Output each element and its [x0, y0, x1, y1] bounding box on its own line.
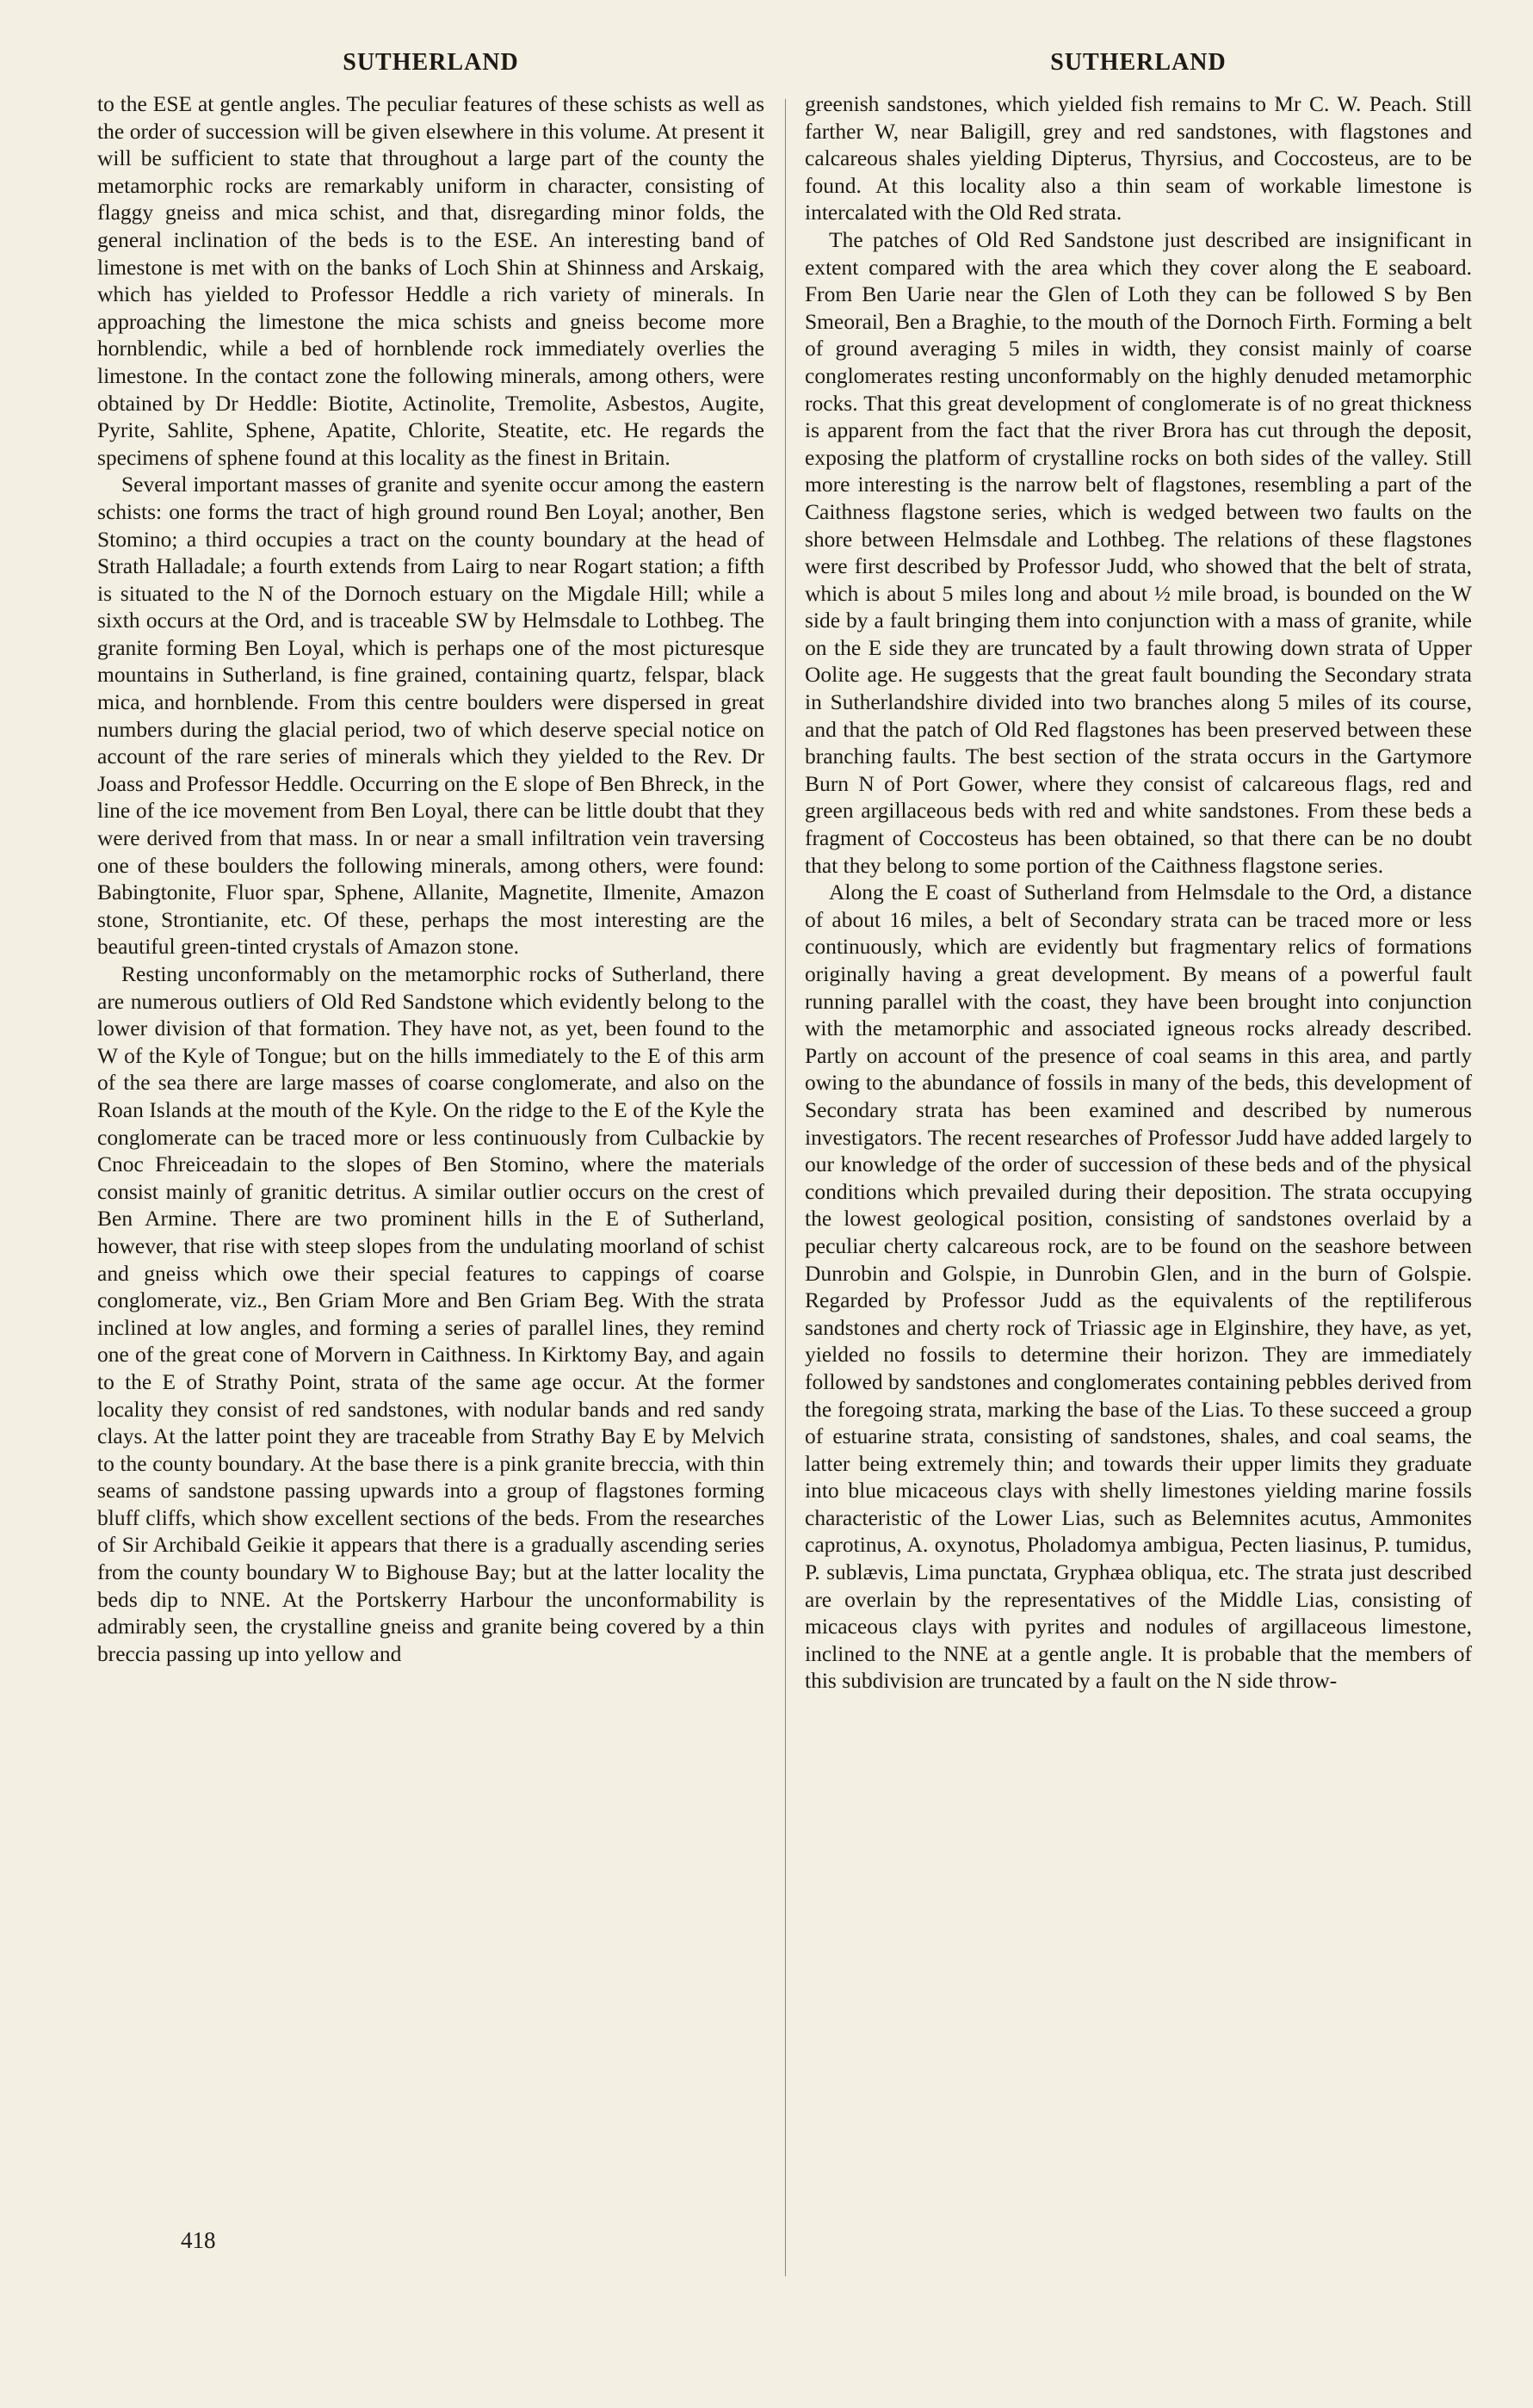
paragraph: Resting unconformably on the metamorphic rocks of Sutherland, there are numerous outliers of Old Red Sandstone which evidently belong to the lower division of that formation. They have not, as yet, been found to the W of the Kyle of Tongue; but on the hills immediately to the E of this arm of the sea there are large masses of coarse conglomerate, and also on the Roan Islands at the mouth of the Kyle. On the ridge to the E of the Kyle the conglomerate can be traced more or less continuously from Culbackie by Cnoc Fhreiceadain to the slopes of Ben Stomino, where the materials consist mainly of granitic detritus. A similar outlier occurs on the crest of Ben Armine. There are two prominent hills in the E of Sutherland, however, that rise with steep slopes from the undulating moorland of schist and gneiss which owe their special features to cappings of coarse conglomerate, viz., Ben Griam More and Ben Griam Beg. With the strata inclined at low angles, and forming a series of parallel lines, they remind one of the great cone of Morvern in Caithness. In Kirktomy Bay, and again to the E of Strathy Point, strata of the same age occur. At the former locality they consist of red sandstones, with nodular bands and red sandy clays. At the latter point they are traceable from Strathy Bay E by Melvich to the county boundary. At the base there is a pink granite breccia, with thin seams of sandstone passing upwards into a group of flagstones forming bluff cliffs, which show excellent sections of the beds. From the researches of Sir Archibald Geikie it appears that there is a gradually ascending series from the county boundary W to Bighouse Bay; but at the latter locality the beds dip to NNE. At the Portskerry Harbour the unconformability is admirably seen, the crystalline gneiss and granite being covered by a thin breccia passing up into yellow and: [97, 961, 764, 1666]
paragraph: to the ESE at gentle angles. The peculiar features of these schists as well as the order of succession will be given elsewhere in this volume. At present it will be sufficient to state that throughout a large part of the county the metamorphic rocks are remarkably uniform in character, consisting of flaggy gneiss and mica schist, and that, disregarding minor folds, the general inclination of the beds is to the ESE. An interesting band of limestone is met with on the banks of Loch Shin at Shinness and Arskaig, which has yielded to Professor Heddle a rich variety of minerals. In approaching the limestone the mica schists and gneiss become more hornblendic, while a bed of hornblende rock immediately overlies the limestone. In the contact zone the following minerals, among others, were obtained by Dr Heddle: Biotite, Actinolite, Tremolite, Asbestos, Augite, Pyrite, Sahlite, Sphene, Apatite, Chlorite, Steatite, etc. He regards the specimens of sphene found at this locality as the finest in Britain.: [97, 91, 764, 470]
running-head-left: SUTHERLAND: [343, 49, 519, 76]
paragraph: The patches of Old Red Sandstone just described are insignificant in extent compared with the area which they cover along the E seaboard. From Ben Uarie near the Glen of Loth they can be followed S by Ben Smeorail, Ben a Braghie, to the mouth of the Dornoch Firth. Forming a belt of ground averaging 5 miles in width, they consist mainly of coarse conglomerates resting unconformably on the highly denuded metamorphic rocks. That this great development of conglomerate is of no great thickness is apparent from the fact that the river Brora has cut through the deposit, exposing the platform of crystalline rocks on both sides of the valley. Still more interesting is the narrow belt of flagstones, resembling a part of the Caithness flagstone series, which is wedged between two faults on the shore between Helmsdale and Lothbeg. The relations of these flagstones were first described by Professor Judd, who showed that the belt of strata, which is about 5 miles long and about ½ mile broad, is bounded on the W side by a fault bringing them into conjunction with a mass of granite, while on the E side they are truncated by a fault throwing down strata of Upper Oolite age. He suggests that the great fault bounding the Secondary strata in Sutherlandshire divided into two branches along 5 miles of its course, and that the patch of Old Red flagstones has been preserved between these branching faults. The best section of the strata occurs in the Gartymore Burn N of Port Gower, where they consist of calcareous flags, red and green argillaceous beds with red and white sandstones. From these beds a fragment of Coccosteus has been obtained, so that there can be no doubt that they belong to some portion of the Caithness flagstone series.: [805, 226, 1472, 878]
right-column: [805, 90, 1472, 1695]
paragraph: Several important masses of granite and syenite occur among the eastern schists: one forms the tract of high ground round Ben Loyal; another, Ben Stomino; a third occupies a tract on the county boundary at the head of Strath Halladale; a fourth extends from Lairg to near Rogart station; a fifth is situated to the N of the Dornoch estuary on the Migdale Hill; while a sixth occurs at the Ord, and is traceable SW by Helmsdale to Lothbeg. The granite forming Ben Loyal, which is perhaps one of the most picturesque mountains in Sutherland, is fine grained, containing quartz, felspar, black mica, and hornblende. From this centre boulders were dispersed in great numbers during the glacial period, two of which deserve special notice on account of the rare series of minerals which they yielded to the Rev. Dr Joass and Professor Heddle. Occurring on the E slope of Ben Bhreck, in the line of the ice movement from Ben Loyal, there can be little doubt that they were derived from that mass. In or near a small infiltration vein traversing one of these boulders the following minerals, among others, were found: Babingtonite, Fluor spar, Sphene, Allanite, Magnetite, Ilmenite, Amazon stone, Strontianite, etc. Of these, perhaps the most interesting are the beautiful green-tinted crystals of Amazon stone.: [97, 472, 764, 960]
page-number: 418: [181, 2227, 216, 2253]
paragraph: Along the E coast of Sutherland from Helmsdale to the Ord, a distance of about 16 miles, a belt of Secondary strata can be traced more or less continuously, which are evidently but fragmentary relics of formations originally having a great development. By means of a powerful fault running parallel with the coast, they have been brought into conjunction with the metamorphic and associated igneous rocks already described. Partly on account of the presence of coal seams in this area, and partly owing to the abundance of fossils in many of the beds, this development of Secondary strata has been examined and described by numerous investigators. The recent researches of Professor Judd have added largely to our knowledge of the order of succession of these beds and of the physical conditions which prevailed during their deposition. The strata occupying the lowest geological position, consisting of sandstones overlaid by a peculiar cherty calcareous rock, are to be found on the seashore between Dunrobin and Golspie, in Dunrobin Glen, and in the burn of Golspie. Regarded by Professor Judd as the equivalents of the reptiliferous sandstones and cherty rock of Triassic age in Elginshire, they have, as yet, yielded no fossils to determine their horizon. They are immediately followed by sandstones and conglomerates containing pebbles derived from the foregoing strata, marking the base of the Lias. To these succeed a group of estuarine strata, consisting of sandstones, shales, and coal seams, the latter being extremely thin; and towards their upper limits they graduate into blue micaceous clays with shelly limestones yielding marine fossils characteristic of the Lower Lias, such as Belemnites acutus, Ammonites caprotinus, A. oxynotus, Pholadomya ambigua, Pecten liasinus, P. tumidus, P. sublævis, Lima punctata, Gryphæa obliqua, etc. The strata just described are overlain by the representatives of the Middle Lias, consisting of micaceous clays with pyrites and nodules of argillaceous limestone, inclined to the NNE at a gentle angle. It is probable that the members of this subdivision are truncated by a fault on the N side throw-: [805, 880, 1472, 1694]
running-head-right: SUTHERLAND: [1050, 49, 1227, 76]
paragraph: greenish sandstones, which yielded fish remains to Mr C. W. Peach. Still farther W, near Baligill, grey and red sandstones, with flagstones and calcareous shales yielding Dipterus, Thyrsius, and Coccosteus, are to be found. At this locality also a thin seam of workable limestone is intercalated with the Old Red strata.: [805, 91, 1472, 225]
left-column: [97, 90, 764, 1667]
column-divider: [785, 99, 786, 2276]
